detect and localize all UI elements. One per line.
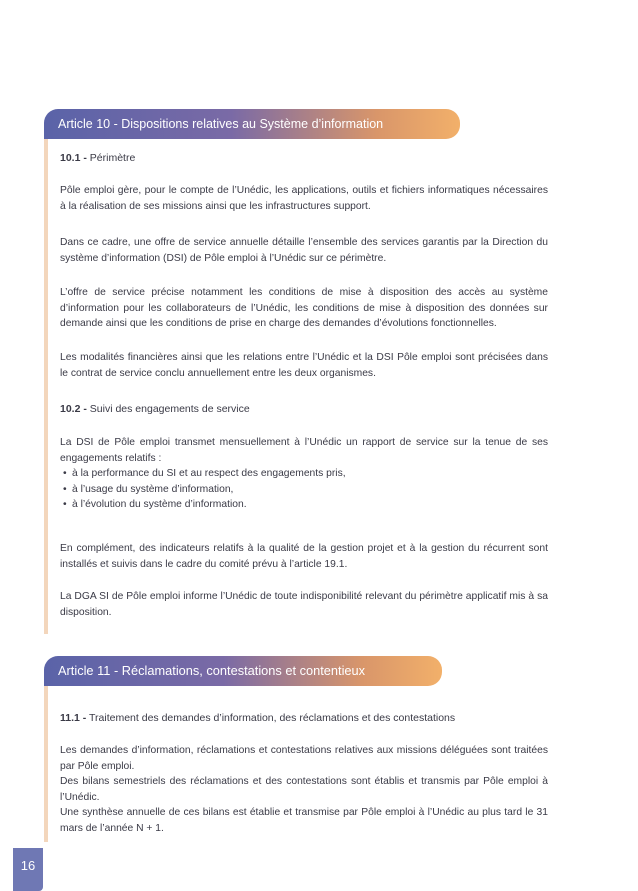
section-10-1-title: Périmètre bbox=[89, 152, 136, 164]
bullet-icon: • bbox=[63, 499, 67, 511]
section-11-1-heading bbox=[60, 711, 548, 727]
section-11-1-title: Traitement des demandes d’information, des réclamations et des contestations bbox=[89, 712, 456, 724]
paragraph-text: Des bilans semestriels des réclamations et des contestations sont établis et transmis par Pôle emploi à l’Unédic. bbox=[60, 776, 548, 803]
list-item: • à la performance du SI et au respect des engagements pris, bbox=[60, 466, 548, 482]
section-10-2-number: 10.2 - bbox=[60, 403, 87, 415]
article-10-paragraph-5 bbox=[60, 435, 548, 513]
page-number: 16 bbox=[20, 858, 36, 873]
engagement-bullet-list bbox=[60, 466, 548, 513]
paragraph-text: En complément, des indicateurs relatifs à la qualité de la gestion projet et à la gestion du récurrent sont installés et suivis dans le cadre du comité prévu à l’article 19.1. bbox=[60, 543, 548, 570]
paragraph-text: L’offre de service précise notamment les conditions de mise à disposition des accès au système d’information pour les collaborateurs de l’Unédic, les conditions de mise à disposition des données sur demande ainsi que les conditions de prise en charge des demandes d’évolutions fonctionnelles. bbox=[60, 287, 548, 330]
article-10-paragraph-4 bbox=[60, 350, 548, 381]
paragraph-text: Les demandes d’information, réclamations et contestations relatives aux missions déléguées sont traitées par Pôle emploi. bbox=[60, 745, 548, 772]
section-11-1-number: 11.1 - bbox=[60, 712, 87, 724]
article-10-title-banner bbox=[44, 109, 460, 139]
section-10-2-title: Suivi des engagements de service bbox=[89, 403, 250, 415]
article-10-paragraph-1 bbox=[60, 183, 548, 214]
bullet-icon: • bbox=[63, 483, 67, 495]
bullet-icon: • bbox=[63, 468, 67, 480]
article-11-side-bar bbox=[44, 686, 48, 842]
article-10-paragraph-2 bbox=[60, 235, 548, 266]
list-item: • à l’évolution du système d’information. bbox=[60, 497, 548, 513]
section-10-1-number: 10.1 - bbox=[60, 152, 87, 164]
article-11-title-banner bbox=[44, 656, 442, 686]
paragraph-text: Pôle emploi gère, pour le compte de l’Unédic, les applications, outils et fichiers informatiques nécessaires à la réalisation de ses missions ainsi que les infrastructures support. bbox=[60, 185, 548, 212]
section-10-1-heading bbox=[60, 151, 548, 167]
paragraph-text: La DSI de Pôle emploi transmet mensuellement à l’Unédic un rapport de service sur la tenue de ses engagements relatifs : bbox=[60, 437, 548, 464]
article-10-paragraph-3 bbox=[60, 285, 548, 332]
list-item: • à l’usage du système d’information, bbox=[60, 482, 548, 498]
paragraph-text: La DGA SI de Pôle emploi informe l’Unédic de toute indisponibilité relevant du périmètre applicatif mis à sa disposition. bbox=[60, 591, 548, 618]
article-10-title: Article 10 - Dispositions relatives au Système d’information bbox=[58, 117, 384, 131]
paragraph-text: Une synthèse annuelle de ces bilans est établie et transmise par Pôle emploi à l’Unédic au plus tard le 31 mars de l’année N + 1. bbox=[60, 807, 548, 834]
article-11-paragraphs bbox=[60, 743, 548, 837]
article-10-paragraph-7 bbox=[60, 589, 548, 620]
page-number-tab bbox=[13, 848, 43, 891]
article-10-paragraph-6 bbox=[60, 541, 548, 572]
paragraph-text: Dans ce cadre, une offre de service annuelle détaille l’ensemble des services garantis par la Direction du système d’information (DSI) de Pôle emploi à l’Unédic sur ce périmètre. bbox=[60, 237, 548, 264]
section-10-2-heading bbox=[60, 402, 548, 418]
article-10-side-bar bbox=[44, 139, 48, 634]
paragraph-text: Les modalités financières ainsi que les relations entre l’Unédic et la DSI Pôle emploi sont précisées dans le contrat de service conclu annuellement entre les deux organismes. bbox=[60, 352, 548, 379]
article-11-title: Article 11 - Réclamations, contestations et contentieux bbox=[58, 663, 366, 678]
